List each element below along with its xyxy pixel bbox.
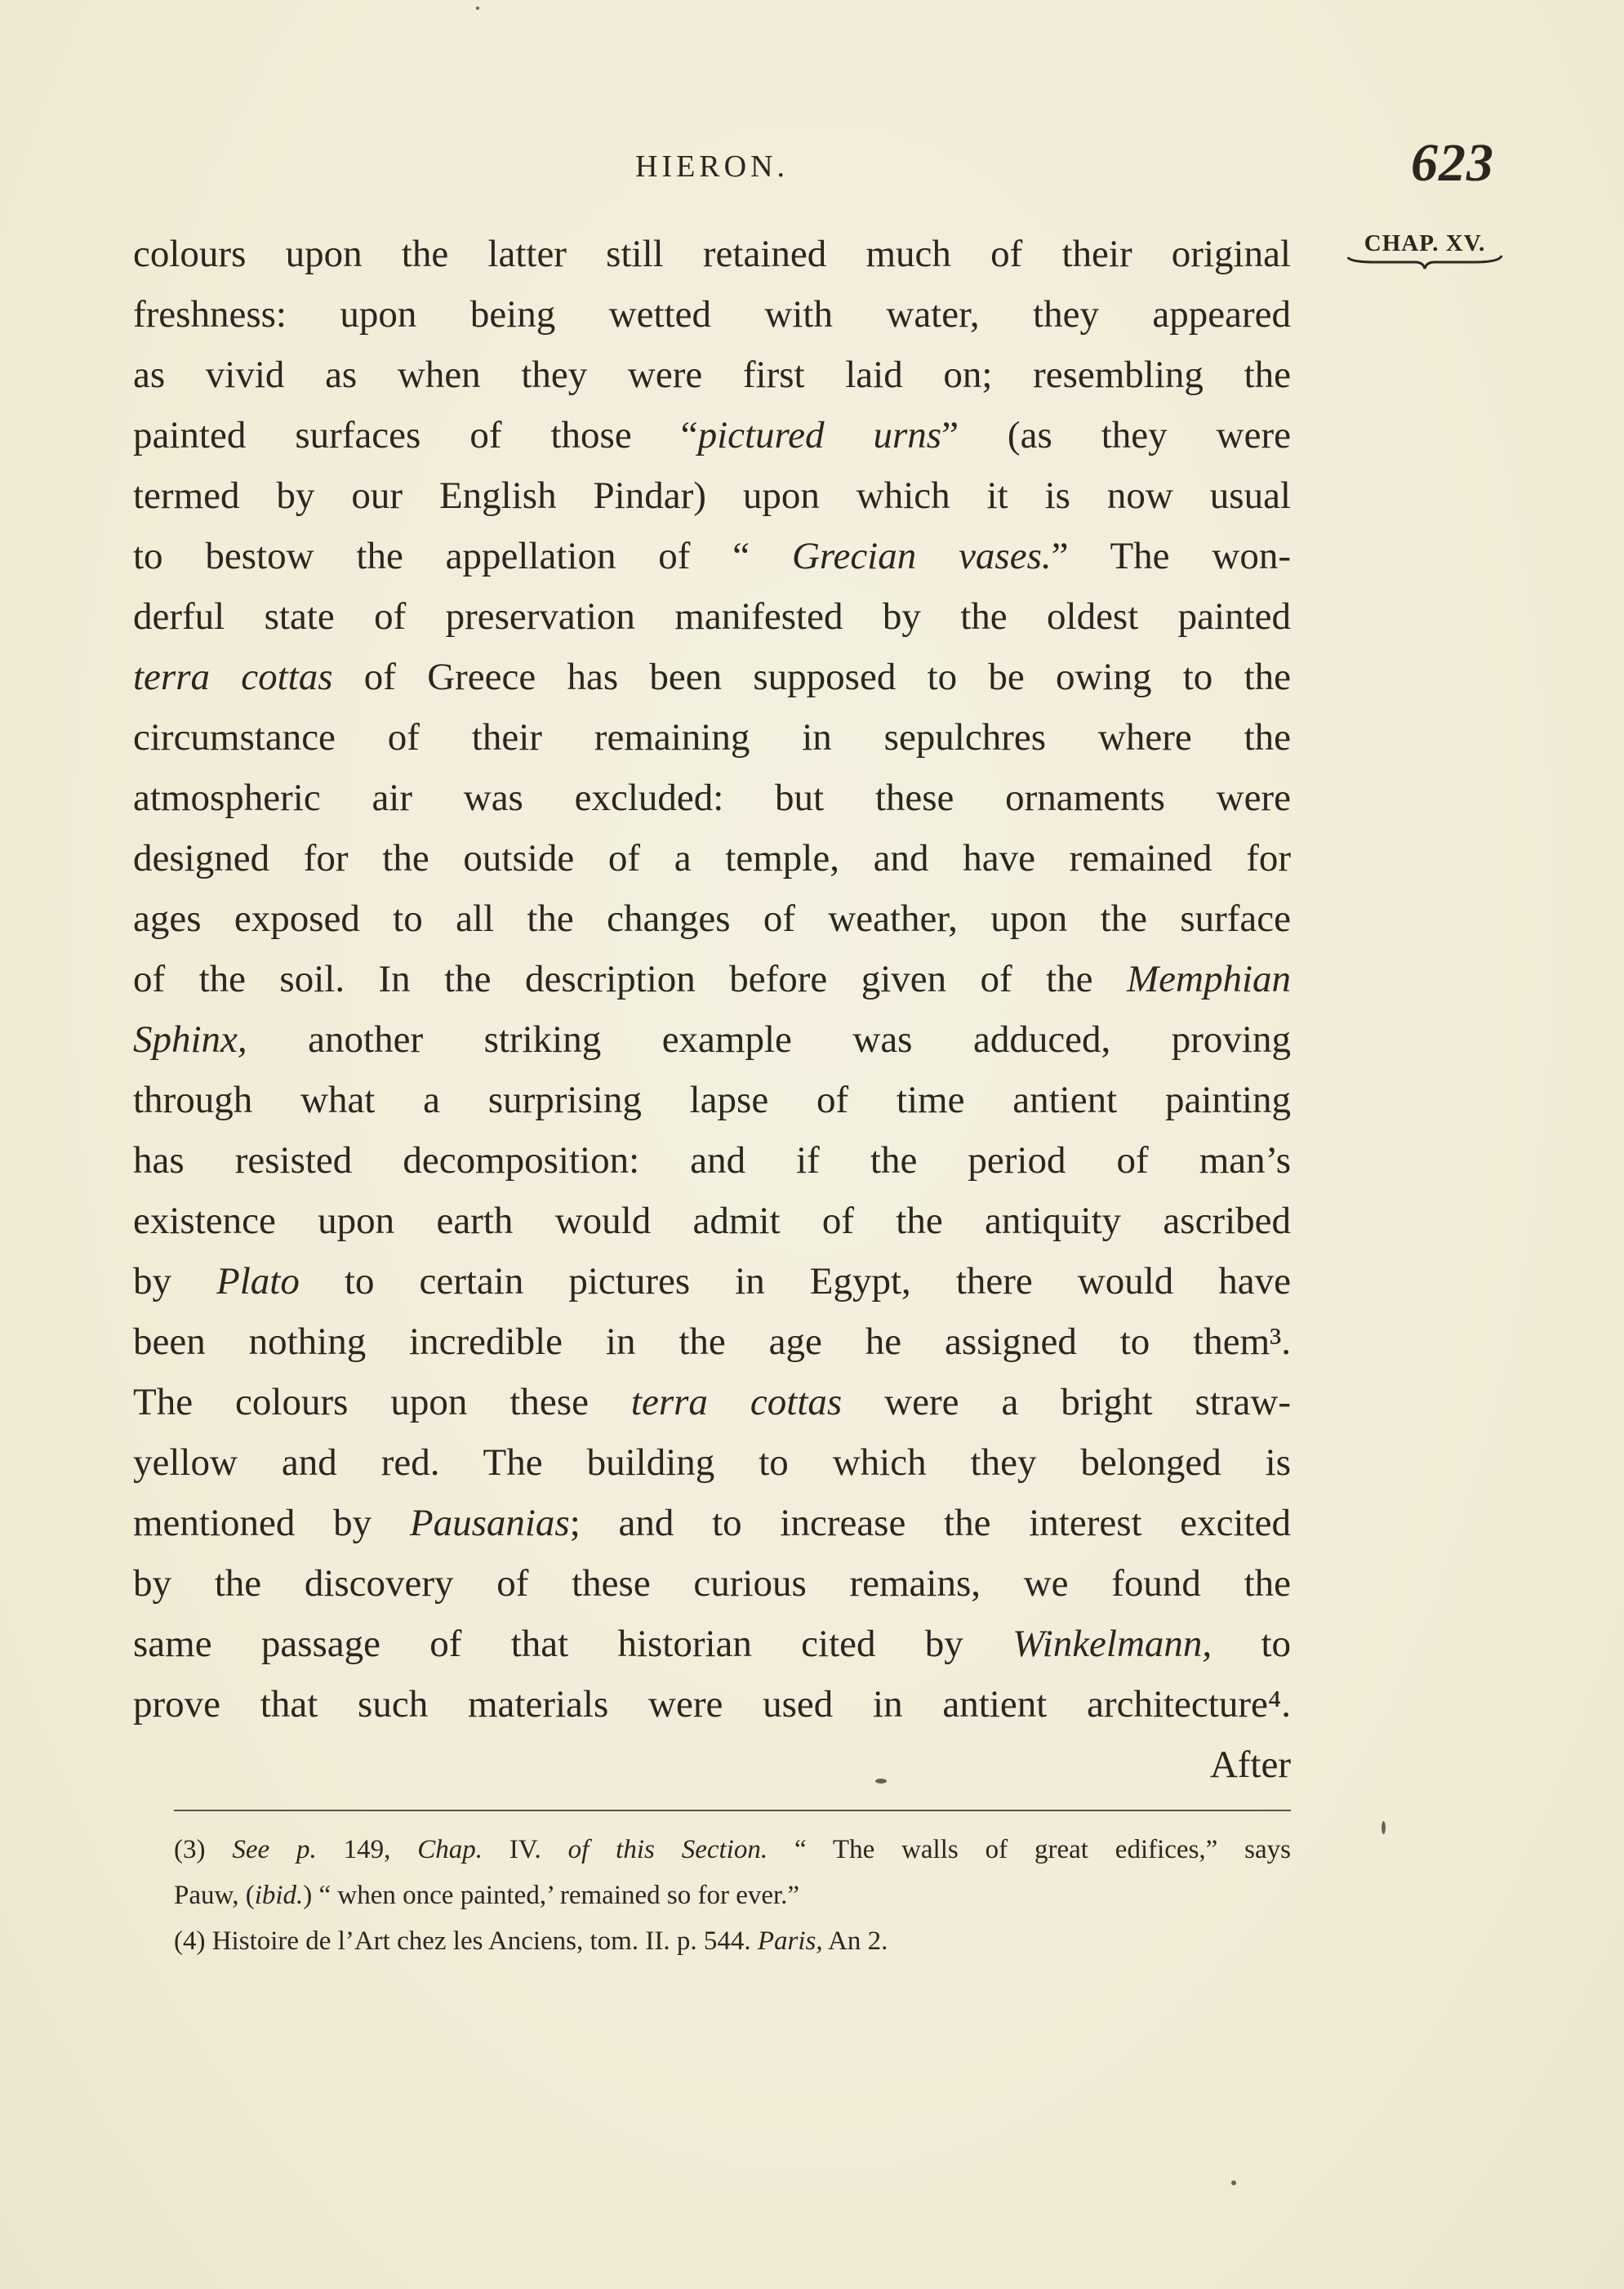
text-line: has resisted decomposition: and if the period of man’s (133, 1139, 1291, 1182)
paper-speck (875, 1779, 887, 1784)
text-line: Sphinx, another striking example was adduced, proving (133, 1018, 1291, 1061)
footnotes (174, 1827, 1291, 1964)
text-line: terra cottas of Greece has been supposed to be owing to the (133, 656, 1291, 698)
text-line: atmospheric air was excluded: but these ornaments were (133, 777, 1291, 819)
text-line: The colours upon these terra cottas were a bright straw- (133, 1381, 1291, 1423)
paper-speck (1382, 1821, 1386, 1834)
margin-chapter-note (1343, 230, 1506, 272)
text-line: same passage of that historian cited by Winkelmann, to (133, 1623, 1291, 1665)
paper-speck (1231, 2180, 1236, 2185)
footnote-rule (174, 1810, 1291, 1811)
text-line: to bestow the appellation of “ Grecian vases.” The won- (133, 535, 1291, 577)
text-line: been nothing incredible in the age he assigned to them³. (133, 1320, 1291, 1363)
text-line: as vivid as when they were first laid on; resembling the (133, 354, 1291, 396)
footnote-3-line-1: (3) See p. 149, Chap. IV. of this Section. “ The walls of great edifices,” says (174, 1835, 1292, 1864)
text-line: colours upon the latter still retained much of their original (133, 233, 1291, 275)
text-line: of the soil. In the description before given of the Memphian (133, 958, 1291, 1000)
text-line: by the discovery of these curious remains, we found the (133, 1562, 1291, 1605)
chapter-label: CHAP. XV. (1364, 230, 1486, 256)
paper-speck (476, 7, 479, 10)
text-line: existence upon earth would admit of the antiquity ascribed (133, 1200, 1291, 1242)
text-line: designed for the outside of a temple, and have remained for (133, 837, 1291, 880)
text-line: through what a surprising lapse of time antient painting (133, 1079, 1291, 1121)
page-number: 623 (1411, 133, 1494, 193)
text-line: freshness: upon being wetted with water, they appeared (133, 293, 1291, 336)
text-line: mentioned by Pausanias; and to increase the interest excited (133, 1502, 1291, 1544)
body-text (133, 224, 1291, 1795)
text-line: termed by our English Pindar) upon which it is now usual (133, 474, 1291, 517)
text-line: by Plato to certain pictures in Egypt, there would have (133, 1260, 1291, 1303)
text-line: yellow and red. The building to which they belonged is (133, 1441, 1291, 1484)
footnote-4: (4) Histoire de l’Art chez les Anciens, tom. II. p. 544. Paris, An 2. (174, 1926, 888, 1956)
text-line: painted surfaces of those “pictured urns” (as they were (133, 414, 1291, 456)
text-line: derful state of preservation manifested by the oldest painted (133, 595, 1291, 638)
running-head-title: HIERON. (635, 149, 790, 184)
text-line: prove that such materials were used in antient architecture⁴. (133, 1683, 1291, 1726)
footnote-3-line-2: Pauw, (ibid.) “ when once painted,’ remained so for ever.” (174, 1881, 800, 1910)
text-line: ages exposed to all the changes of weather, upon the surface (133, 897, 1291, 940)
text-line: circumstance of their remaining in sepulchres where the (133, 716, 1291, 759)
text-line: After (1209, 1743, 1291, 1786)
